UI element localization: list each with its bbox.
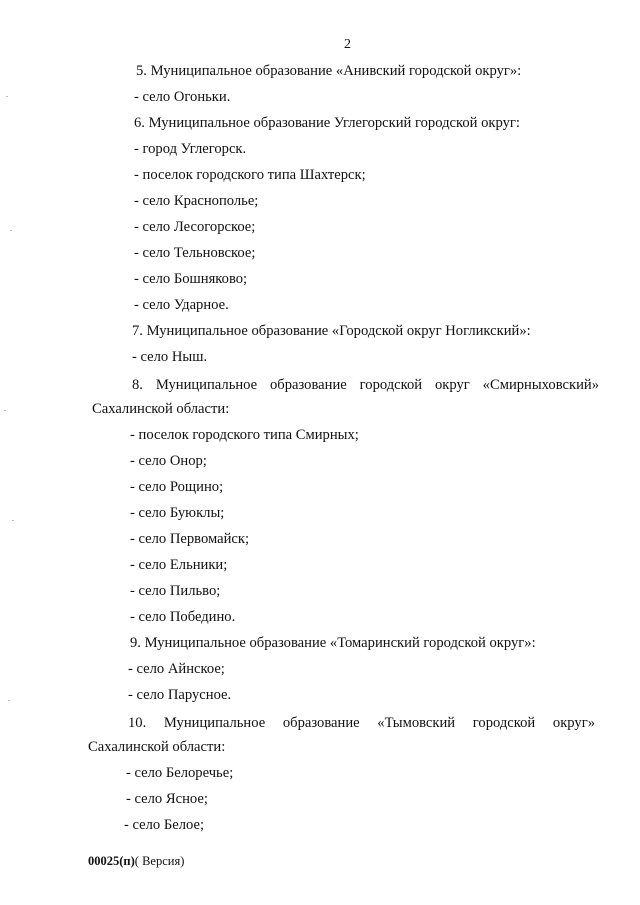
list-item: - село Айнское;: [128, 661, 225, 677]
page-number: 2: [344, 37, 351, 52]
list-item: - село Онор;: [130, 453, 207, 469]
section-7-heading: 7. Муниципальное образование «Городской округ Ногликский»:: [132, 323, 531, 339]
list-item: - село Рощино;: [130, 479, 224, 495]
list-item: - село Белоречье;: [126, 765, 234, 781]
list-item: - село Огоньки.: [134, 89, 231, 105]
list-item: - село Ельники;: [130, 557, 228, 573]
section-10-heading-continuation: Сахалинской области:: [88, 739, 226, 755]
scan-speck: [12, 520, 14, 521]
list-item: - поселок городского типа Шахтерск;: [134, 167, 366, 183]
list-item: - село Бошняково;: [134, 271, 248, 287]
section-6-heading: 6. Муниципальное образование Углегорский городской округ:: [134, 115, 520, 131]
document-footer: [88, 852, 184, 870]
scan-speck: [4, 410, 6, 411]
list-item: - село Белое;: [124, 817, 205, 833]
scan-speck: [8, 700, 10, 701]
list-item: - город Углегорск.: [134, 141, 247, 157]
section-9-heading: 9. Муниципальное образование «Томаринский городской округ»:: [130, 635, 536, 651]
section-8-heading-continuation: Сахалинской области:: [92, 401, 230, 417]
list-item: - село Краснополье;: [134, 193, 259, 209]
list-item: - село Первомайск;: [130, 531, 250, 547]
list-item: - село Победино.: [130, 609, 236, 625]
document-version: ( Версия): [134, 854, 185, 868]
list-item: - село Буюклы;: [130, 505, 225, 521]
list-item: - село Пильво;: [130, 583, 221, 599]
list-item: - село Тельновское;: [134, 245, 256, 261]
list-item: - село Ныш.: [132, 349, 208, 365]
section-5-heading: 5. Муниципальное образование «Анивский городской округ»:: [136, 63, 522, 79]
list-item: - село Лесогорское;: [134, 219, 256, 235]
section-10-heading: 10. Муниципальное образование «Тымовский городской округ»: [128, 715, 595, 731]
scan-speck: [6, 96, 8, 97]
document-code: 00025(п): [88, 854, 135, 868]
list-item: - поселок городского типа Смирных;: [130, 427, 359, 443]
list-item: - село Ясное;: [126, 791, 208, 807]
section-8-heading: 8. Муниципальное образование городской округ «Смирныховский»: [132, 377, 599, 393]
list-item: - село Парусное.: [128, 687, 232, 703]
list-item: - село Ударное.: [134, 297, 229, 313]
scan-speck: [10, 230, 12, 231]
